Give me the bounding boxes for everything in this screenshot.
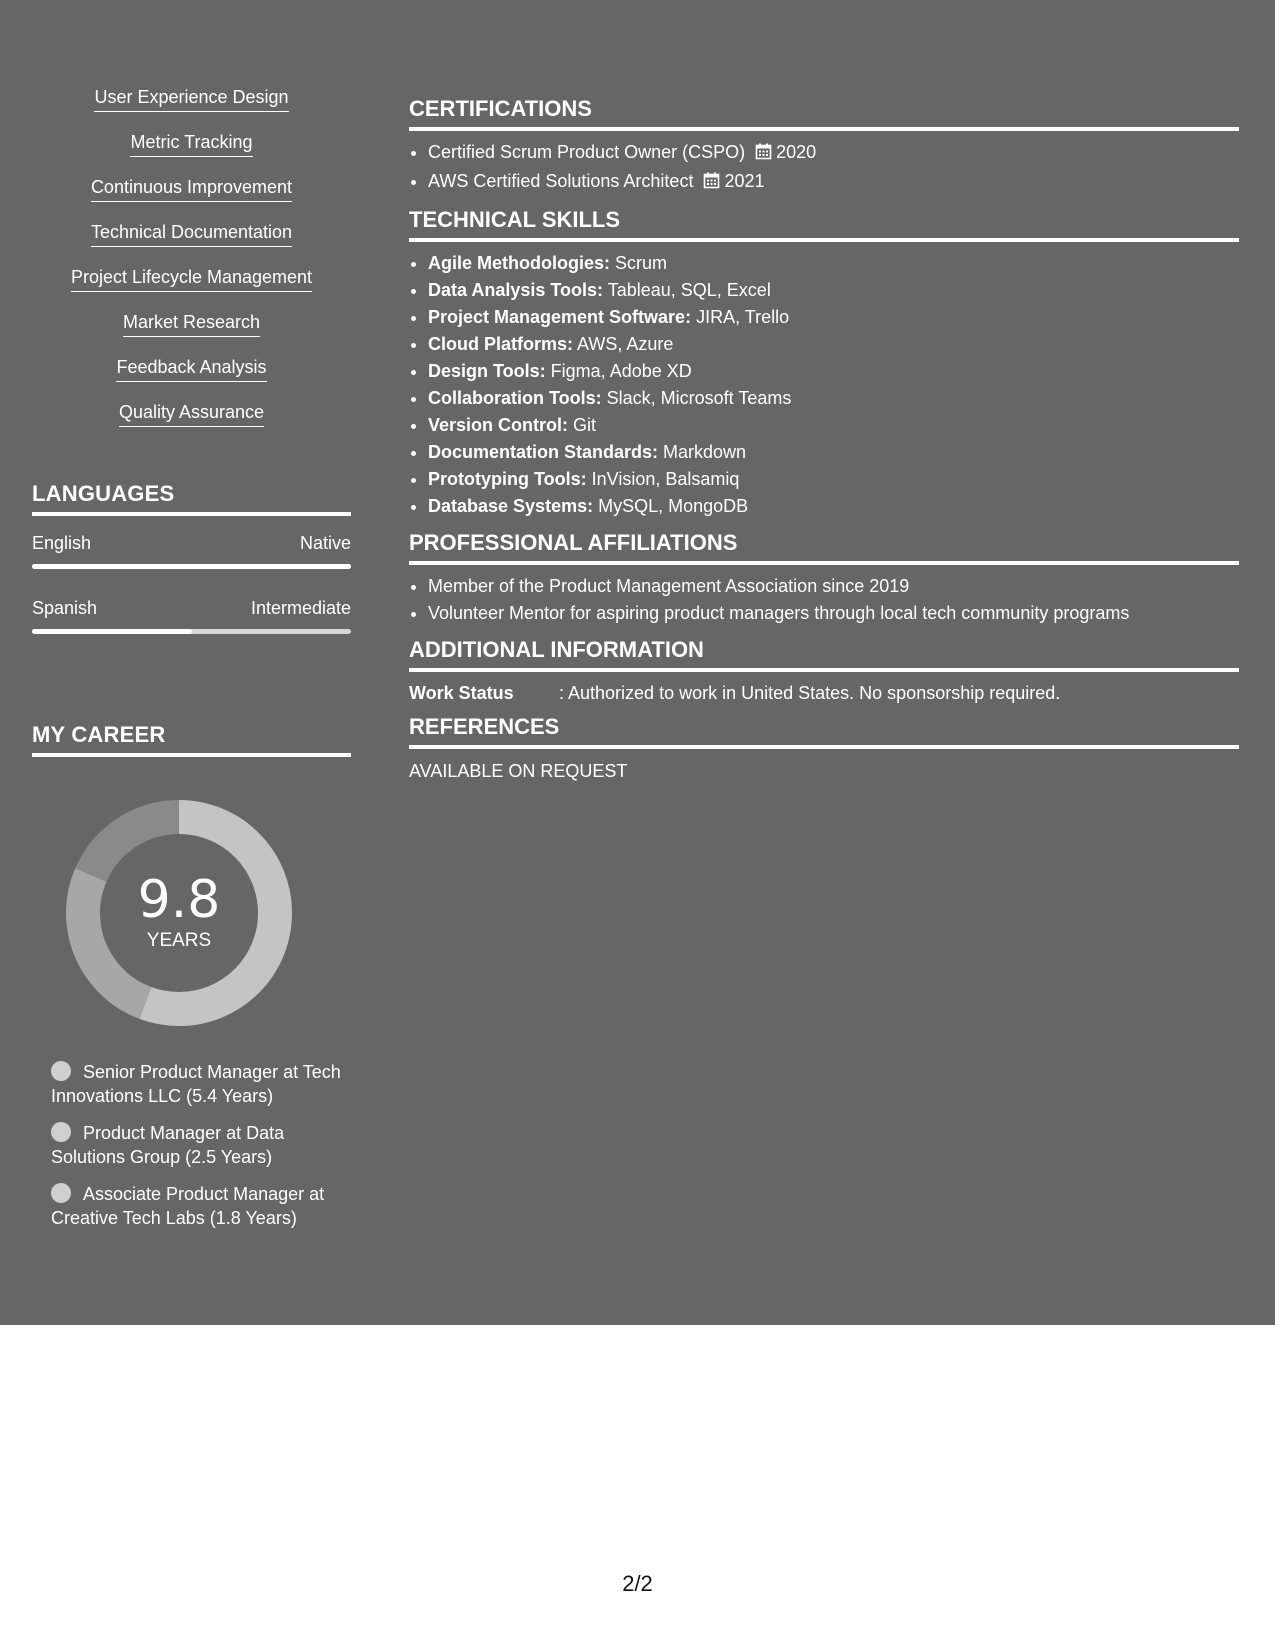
references-heading: REFERENCES <box>409 714 1239 749</box>
technical-skill-label: Collaboration Tools: <box>428 388 602 408</box>
language-proficiency-fill <box>32 629 192 634</box>
technical-skill-item <box>428 277 1239 304</box>
technical-skill-value: Figma, Adobe XD <box>545 361 692 381</box>
languages-heading: LANGUAGES <box>32 481 351 516</box>
career-heading: MY CAREER <box>32 722 351 757</box>
technical-skill-item <box>428 304 1239 331</box>
career-role-item <box>51 1121 341 1169</box>
career-role-label: Product Manager at Data Solutions Group (2.5 Years) <box>51 1123 285 1167</box>
technical-skill-value: JIRA, Trello <box>691 307 790 327</box>
technical-skills-heading: TECHNICAL SKILLS <box>409 207 1239 242</box>
affiliations-section <box>409 530 1239 627</box>
language-proficiency-bar <box>32 629 351 634</box>
calendar-icon <box>703 170 720 197</box>
affiliation-item: • Member of the Product Management Association since 2019 <box>428 573 1239 600</box>
language-proficiency-bar <box>32 564 351 569</box>
additional-info-heading: ADDITIONAL INFORMATION <box>409 637 1239 672</box>
technical-skill-value: AWS, Azure <box>573 334 674 354</box>
technical-skill-label: Cloud Platforms: <box>428 334 574 354</box>
skill-tag: Continuous Improvement <box>91 176 292 202</box>
certification-year: 2021 <box>724 171 765 191</box>
certification-name: AWS Certified Solutions Architect <box>428 171 694 191</box>
certifications-section <box>409 96 1239 197</box>
page-number: 2/2 <box>622 1571 653 1596</box>
technical-skill-value: MySQL, MongoDB <box>593 496 749 516</box>
affiliation-item: • Volunteer Mentor for aspiring product managers through local tech community programs <box>428 600 1239 627</box>
references-section <box>409 714 1239 782</box>
calendar-icon <box>755 141 772 168</box>
skill-tag: Metric Tracking <box>130 131 252 157</box>
technical-skill-label: Prototyping Tools: <box>428 469 587 489</box>
technical-skill-label: Project Management Software: <box>428 307 692 327</box>
certification-item <box>428 168 1239 197</box>
career-roles-list <box>51 1060 341 1243</box>
legend-dot-icon <box>51 1122 71 1142</box>
technical-skill-item <box>428 250 1239 277</box>
language-name: Spanish <box>32 598 98 618</box>
skill-tag: Technical Documentation <box>91 221 292 247</box>
language-item <box>32 597 351 634</box>
career-role-label: Associate Product Manager at Creative Tech Labs (1.8 Years) <box>51 1184 325 1228</box>
certification-item <box>428 139 1239 168</box>
certification-year: 2020 <box>776 142 817 162</box>
language-row <box>32 532 351 554</box>
technical-skill-label: Documentation Standards: <box>428 442 659 462</box>
technical-skill-item <box>428 439 1239 466</box>
technical-skill-item <box>428 466 1239 493</box>
legend-dot-icon <box>51 1183 71 1203</box>
affiliations-heading: PROFESSIONAL AFFILIATIONS <box>409 530 1239 565</box>
language-level: Intermediate <box>250 598 351 618</box>
technical-skill-label: Database Systems: <box>428 496 594 516</box>
legend-dot-icon <box>51 1061 71 1081</box>
technical-skill-value: Git <box>568 415 597 435</box>
skill-tag: Project Lifecycle Management <box>71 266 312 292</box>
career-years-unit: YEARS <box>146 930 212 951</box>
technical-skill-item <box>428 331 1239 358</box>
main-column <box>409 96 1239 792</box>
language-row <box>32 597 351 619</box>
technical-skill-label: Version Control: <box>428 415 569 435</box>
technical-skill-item <box>428 493 1239 520</box>
certification-name: Certified Scrum Product Owner (CSPO) <box>428 142 746 162</box>
skills-tag-list <box>32 86 351 446</box>
technical-skill-item <box>428 358 1239 385</box>
work-status-label: Work Status <box>409 683 514 703</box>
technical-skill-value: Scrum <box>610 253 668 273</box>
technical-skill-value: Slack, Microsoft Teams <box>601 388 792 408</box>
career-role-label: Senior Product Manager at Tech Innovations LLC (5.4 Years) <box>51 1062 341 1106</box>
skill-tag: User Experience Design <box>94 86 288 112</box>
references-text: AVAILABLE ON REQUEST <box>409 761 628 781</box>
additional-info-section <box>409 637 1239 704</box>
technical-skill-label: Design Tools: <box>428 361 546 381</box>
career-donut-chart <box>66 800 292 1026</box>
language-level: Native <box>299 533 351 553</box>
work-status-value: : Authorized to work in United States. No sponsorship required. <box>559 683 1061 703</box>
certifications-heading: CERTIFICATIONS <box>409 96 1239 131</box>
skill-tag: Market Research <box>123 311 260 337</box>
career-section <box>32 722 351 1228</box>
skill-tag: Quality Assurance <box>119 401 264 427</box>
languages-section <box>32 481 351 634</box>
skill-tag: Feedback Analysis <box>116 356 266 382</box>
work-status-row <box>409 682 1239 704</box>
language-name: English <box>32 533 92 553</box>
career-role-item <box>51 1182 341 1230</box>
technical-skill-label: Data Analysis Tools: <box>428 280 604 300</box>
technical-skill-value: InVision, Balsamiq <box>586 469 740 489</box>
career-total-years: 9.8 <box>137 870 221 930</box>
technical-skill-value: Tableau, SQL, Excel <box>603 280 771 300</box>
technical-skills-section <box>409 207 1239 520</box>
technical-skill-item <box>428 412 1239 439</box>
technical-skill-item <box>428 385 1239 412</box>
language-proficiency-fill <box>32 564 351 569</box>
language-item <box>32 532 351 569</box>
technical-skill-label: Agile Methodologies: <box>428 253 610 273</box>
career-role-item <box>51 1060 341 1108</box>
technical-skill-value: Markdown <box>658 442 747 462</box>
